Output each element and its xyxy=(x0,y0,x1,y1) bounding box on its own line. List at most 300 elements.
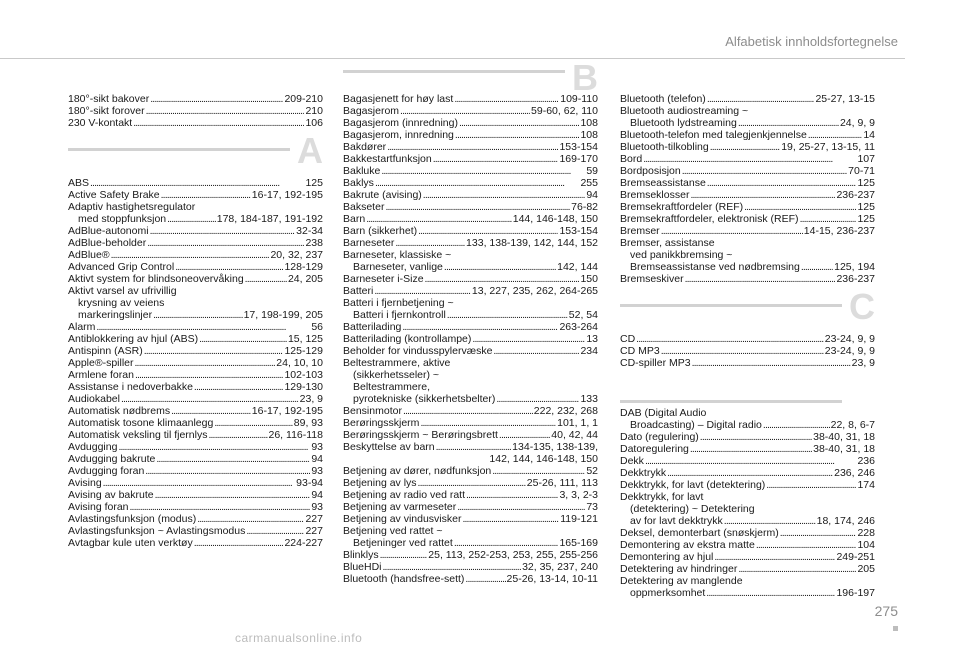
index-column-2 xyxy=(343,93,598,585)
index-entry-pages: 150 xyxy=(580,273,598,285)
index-entry-term: Bensinmotor xyxy=(343,405,402,417)
index-entry xyxy=(343,561,598,573)
index-entry-term: CD-spiller MP3 xyxy=(620,357,691,369)
index-entry xyxy=(343,309,598,321)
index-entry-pages: 133, 138-139, 142, 144, 152 xyxy=(466,237,598,249)
index-entry-pages: 133 xyxy=(580,393,598,405)
dot-leader xyxy=(197,513,304,525)
index-entry xyxy=(68,381,323,393)
index-entry-term: Apple®-spiller xyxy=(68,357,134,369)
dot-leader xyxy=(387,141,558,153)
dot-leader xyxy=(374,285,471,297)
index-entry-term: Barn xyxy=(343,213,366,225)
index-entry-text: Bremser, assistanse xyxy=(620,237,715,249)
index-entry-pages: 94 xyxy=(586,189,598,201)
index-column-3 xyxy=(620,93,875,599)
dot-leader xyxy=(402,321,558,333)
index-entry-term: Betjening av radio ved ratt xyxy=(343,489,465,501)
dot-leader xyxy=(171,405,251,417)
dot-leader xyxy=(466,489,558,501)
index-entry xyxy=(343,393,598,405)
index-entry xyxy=(343,513,598,525)
index-entry-pages: 14-15, 236-237 xyxy=(803,225,875,237)
index-entry xyxy=(620,189,875,201)
index-entry xyxy=(343,441,598,453)
index-entry-term: Automatisk tosone klimaanlegg xyxy=(68,417,214,429)
index-entry-term: Audiokabel xyxy=(68,393,120,405)
index-entry xyxy=(620,455,875,467)
index-entry-term: Aktivt system for blindsoneovervåking xyxy=(68,273,244,285)
index-entry xyxy=(343,417,598,429)
index-entry xyxy=(68,369,323,381)
index-entry-pages: 18, 174, 246 xyxy=(816,515,875,527)
section-letter-d xyxy=(620,382,875,429)
section-letter-c xyxy=(620,286,875,333)
index-group-c xyxy=(620,333,875,369)
index-entry-heading xyxy=(68,297,323,309)
dot-leader xyxy=(96,321,310,333)
index-entry-pages: 125, 194 xyxy=(834,261,875,273)
dot-leader xyxy=(385,201,570,213)
dot-leader xyxy=(808,129,863,141)
index-entry-term: Bakkestartfunksjon xyxy=(343,153,432,165)
index-entry xyxy=(343,117,598,129)
index-entry-pages: 23-24, 9, 9 xyxy=(824,345,875,357)
index-entry xyxy=(343,177,598,189)
dot-leader xyxy=(246,525,304,537)
dot-leader xyxy=(800,213,857,225)
index-entry-term: Betjening av lys xyxy=(343,477,417,489)
index-entry-term: AdBlue-beholder xyxy=(68,237,147,249)
index-entry-text: Dekktrykk, for lavt xyxy=(620,491,704,503)
index-entry-heading xyxy=(620,575,875,587)
index-entry xyxy=(343,261,598,273)
dot-leader xyxy=(801,261,833,273)
index-entry-pages: 25-27, 13-15 xyxy=(815,93,875,105)
index-entry-text: Betjening ved rattet ~ xyxy=(343,525,443,537)
dot-leader xyxy=(447,309,568,321)
index-entry xyxy=(620,467,875,479)
index-entry-pages: 24, 10, 10 xyxy=(276,357,323,369)
index-entry-term: Betjening av vindusvisker xyxy=(343,513,462,525)
index-entry-term: Batterilading xyxy=(343,321,402,333)
index-entry-pages: 89, 93 xyxy=(293,417,323,429)
index-entry xyxy=(68,357,323,369)
index-entry-term: Batteri xyxy=(343,285,374,297)
index-entry-text: Detektering av manglende xyxy=(620,575,743,587)
index-entry xyxy=(620,357,875,369)
index-entry xyxy=(620,527,875,539)
index-entry xyxy=(620,273,875,285)
page-header-title: Alfabetisk innholdsfortegnelse xyxy=(725,34,898,49)
index-entry-term: Bagasjerom, innredning xyxy=(343,129,454,141)
dot-leader xyxy=(433,153,559,165)
dot-leader xyxy=(667,467,833,479)
index-entry xyxy=(343,225,598,237)
index-entry-term: Bremseklosser xyxy=(620,189,690,201)
index-entry-text: Barneseter, klassiske ~ xyxy=(343,249,452,261)
index-entry-text: DAB (Digital Audio xyxy=(620,407,707,419)
index-entry-pages: 106 xyxy=(305,117,323,129)
dot-leader xyxy=(161,189,251,201)
index-entry xyxy=(620,141,875,153)
index-group-d xyxy=(620,407,875,599)
index-entry-term: Datoregulering xyxy=(620,443,689,455)
index-entry-pages: 93 xyxy=(311,441,323,453)
index-entry-pages: 125 xyxy=(857,213,875,225)
index-entry-pages: 19, 25-27, 13-15, 11 xyxy=(781,141,875,153)
dot-leader xyxy=(455,129,580,141)
index-entry-pages: 125 xyxy=(857,201,875,213)
dot-leader xyxy=(135,369,284,381)
index-entry-pages: 109-110 xyxy=(560,93,598,105)
index-entry-text: Beltestrammere, xyxy=(353,381,431,393)
index-entry-term: Bord xyxy=(620,153,643,165)
dot-leader xyxy=(707,177,857,189)
index-entry-heading xyxy=(343,297,598,309)
dot-leader xyxy=(459,117,579,129)
index-entry xyxy=(343,501,598,513)
index-entry-heading xyxy=(343,381,598,393)
index-entry xyxy=(68,537,323,549)
index-entry-term: Broadcasting) – Digital radio xyxy=(630,419,762,431)
dot-leader xyxy=(493,345,579,357)
index-entry-pages: 52, 54 xyxy=(568,309,598,321)
index-entry xyxy=(68,261,323,273)
index-entry-term: Batteri i fjernkontroll xyxy=(353,309,446,321)
index-entry xyxy=(343,537,598,549)
index-entry-text: Beltestrammere, aktive xyxy=(343,357,451,369)
dot-leader xyxy=(496,393,579,405)
index-entry xyxy=(620,153,875,165)
dot-leader xyxy=(661,225,803,237)
index-entry-term: Avdugging foran xyxy=(68,465,145,477)
dot-leader xyxy=(375,177,580,189)
index-entry-term: Advanced Grip Control xyxy=(68,261,175,273)
index-entry-term: Dekk xyxy=(620,455,644,467)
index-entry xyxy=(343,153,598,165)
index-entry-continuation xyxy=(343,453,598,465)
index-entry-term: Berøringsskjerm ~ Berøringsbrett xyxy=(343,429,498,441)
index-entry-pages: 23-24, 9, 9 xyxy=(824,333,875,345)
index-entry-pages: 70-71 xyxy=(848,165,875,177)
index-entry-pages: 236 xyxy=(857,455,875,467)
index-entry-pages: 108 xyxy=(580,129,598,141)
index-entry-pages: 24, 9, 9 xyxy=(839,117,875,129)
index-entry-pages: 255 xyxy=(580,177,598,189)
dot-leader xyxy=(208,429,267,441)
index-entry xyxy=(343,333,598,345)
section-bar xyxy=(620,304,842,307)
index-entry-pages: 16-17, 192-195 xyxy=(251,405,323,417)
dot-leader xyxy=(707,93,815,105)
index-entry-term: Barneseter xyxy=(343,237,395,249)
index-entry-pages: 52 xyxy=(586,465,598,477)
index-entry-pages: 174 xyxy=(857,479,875,491)
index-entry xyxy=(620,177,875,189)
index-entry-term: Bremsekraftfordeler (REF) xyxy=(620,201,744,213)
dot-leader xyxy=(710,141,780,153)
index-entry-pages: 153-154 xyxy=(559,225,598,237)
index-entry-term: AdBlue-autonomi xyxy=(68,225,149,237)
dot-leader xyxy=(661,345,824,357)
index-entry-term: Barneseter, vanlige xyxy=(353,261,443,273)
index-entry-term: Beholder for vindusspylervæske xyxy=(343,345,493,357)
index-entry xyxy=(343,141,598,153)
index-entry xyxy=(343,237,598,249)
dot-leader xyxy=(738,563,856,575)
dot-leader xyxy=(153,309,242,321)
index-entry-term: Bluetooth-tilkobling xyxy=(620,141,709,153)
dot-leader xyxy=(643,153,856,165)
index-group-b xyxy=(343,93,598,585)
dot-leader xyxy=(130,501,311,513)
index-entry xyxy=(343,549,598,561)
index-entry xyxy=(68,501,323,513)
index-entry-term: pyrotekniske (sikkerhetsbelter) xyxy=(353,393,496,405)
index-entry-pages: 56 xyxy=(311,321,323,333)
index-entry-pages: 228 xyxy=(857,527,875,539)
index-entry-pages: 119-121 xyxy=(560,513,598,525)
index-entry-term: Demontering av hjul xyxy=(620,551,714,563)
dot-leader xyxy=(706,587,835,599)
dot-leader xyxy=(366,213,512,225)
index-entry-term: Antispinn (ASR) xyxy=(68,345,143,357)
index-entry xyxy=(343,285,598,297)
index-entry-term: Bakrute (avising) xyxy=(343,189,422,201)
index-entry-term: Betjening av varmeseter xyxy=(343,501,457,513)
index-entry xyxy=(343,93,598,105)
dot-leader xyxy=(133,117,304,129)
index-entry-term: Bakluke xyxy=(343,165,381,177)
dot-leader xyxy=(492,465,585,477)
index-entry-term: Betjening av dører, nødfunksjon xyxy=(343,465,492,477)
index-entry xyxy=(68,93,323,105)
index-entry-term: Alarm xyxy=(68,321,96,333)
index-entry xyxy=(68,177,323,189)
dot-leader xyxy=(145,465,310,477)
dot-leader xyxy=(636,333,824,345)
dot-leader xyxy=(194,381,284,393)
index-entry-heading xyxy=(620,237,875,249)
index-entry xyxy=(620,201,875,213)
index-entry-pages: 76-82 xyxy=(571,201,598,213)
index-entry xyxy=(620,213,875,225)
dot-leader xyxy=(690,189,835,201)
index-entry-pages: 17, 198-199, 205 xyxy=(243,309,323,321)
section-letter: B xyxy=(572,57,598,98)
index-entry-term: 230 V-kontakt xyxy=(68,117,133,129)
index-entry-heading xyxy=(343,249,598,261)
dot-leader xyxy=(121,393,299,405)
index-entry xyxy=(343,213,598,225)
index-entry-text: (detektering) ~ Detektering xyxy=(630,503,755,515)
index-entry xyxy=(68,237,323,249)
dot-leader xyxy=(700,431,812,443)
index-entry xyxy=(68,477,323,489)
index-entry-term: CD xyxy=(620,333,636,345)
index-entry-pages: 125 xyxy=(857,177,875,189)
index-entry xyxy=(68,105,323,117)
index-entry xyxy=(343,573,598,585)
section-letter: D xyxy=(849,382,875,423)
dot-leader xyxy=(175,261,283,273)
dot-leader xyxy=(465,573,505,585)
dot-leader xyxy=(645,455,857,467)
index-entry-pages: 94 xyxy=(311,453,323,465)
index-entry-term: Betjeninger ved rattet xyxy=(353,537,453,549)
index-entry-term: Avdugging xyxy=(68,441,118,453)
dot-leader xyxy=(103,477,295,489)
index-entry-pages: 165-169 xyxy=(559,537,598,549)
index-entry xyxy=(68,465,323,477)
index-group-b-cont xyxy=(620,93,875,285)
dot-leader xyxy=(199,333,287,345)
index-entry-text: Adaptiv hastighetsregulator xyxy=(68,201,196,213)
index-entry-pages: 23, 9 xyxy=(851,357,875,369)
index-entry-term: Avlastingsfunksjon (modus) xyxy=(68,513,197,525)
index-entry-term: Avising av bakrute xyxy=(68,489,154,501)
index-entry-pages: 3, 3, 2-3 xyxy=(559,489,598,501)
index-entry-term: av for lavt dekktrykk xyxy=(630,515,723,527)
index-entry xyxy=(343,345,598,357)
index-entry-term: Barn (sikkerhet) xyxy=(343,225,418,237)
index-entry-pages: 14 xyxy=(863,129,875,141)
index-entry-term: Bordposisjon xyxy=(620,165,681,177)
dot-leader xyxy=(472,333,585,345)
dot-leader xyxy=(135,357,276,369)
index-entry-pages: 59-60, 62, 110 xyxy=(531,105,598,117)
index-entry xyxy=(343,429,598,441)
index-entry-pages: 128-129 xyxy=(284,261,323,273)
index-entry xyxy=(620,165,875,177)
index-entry-pages: 93-94 xyxy=(296,477,323,489)
dot-leader xyxy=(685,273,836,285)
index-entry-term: med stoppfunksjon xyxy=(78,213,167,225)
index-entry-term: CD MP3 xyxy=(620,345,660,357)
index-entry-term: Dato (regulering) xyxy=(620,431,699,443)
index-entry-term: oppmerksomhet xyxy=(630,587,706,599)
dot-leader xyxy=(690,443,812,455)
index-entry-pages: 249-251 xyxy=(836,551,875,563)
index-entry xyxy=(620,225,875,237)
dot-leader xyxy=(167,213,216,225)
index-entry-heading xyxy=(343,525,598,537)
index-entry-pages: 222, 232, 268 xyxy=(533,405,598,417)
index-entry-pages: 26, 116-118 xyxy=(268,429,323,441)
dot-leader xyxy=(418,477,526,489)
index-entry xyxy=(343,189,598,201)
index-entry-pages: 38-40, 31, 18 xyxy=(813,443,875,455)
index-entry xyxy=(343,405,598,417)
section-letter: C xyxy=(849,286,875,327)
index-entry-pages: 224-227 xyxy=(284,537,323,549)
index-entry-term: Bremseassistanse ved nødbremsing xyxy=(630,261,800,273)
index-entry-pages: 263-264 xyxy=(559,321,598,333)
index-entry xyxy=(68,441,323,453)
index-entry xyxy=(68,189,323,201)
index-entry-heading xyxy=(343,369,598,381)
index-entry-text: Batteri i fjernbetjening ~ xyxy=(343,297,454,309)
index-entry-pages: 153-154 xyxy=(559,141,598,153)
index-entry-pages: 169-170 xyxy=(559,153,598,165)
index-entry-term: 180°-sikt bakover xyxy=(68,93,150,105)
dot-leader xyxy=(766,479,856,491)
index-entry-text: ved panikkbremsing ~ xyxy=(630,249,733,261)
dot-leader xyxy=(144,345,284,357)
index-entry-pages: 107 xyxy=(857,153,875,165)
index-entry-pages: 93 xyxy=(311,501,323,513)
index-entry-pages: 236-237 xyxy=(836,273,875,285)
section-letter: A xyxy=(297,130,323,171)
index-entry-term: Bluetooth-telefon med talegjenkjennelse xyxy=(620,129,807,141)
index-entry xyxy=(343,273,598,285)
dot-leader xyxy=(436,441,512,453)
index-entry-pages: 93 xyxy=(311,465,323,477)
watermark: carmanualsonline.info xyxy=(235,631,363,645)
index-entry-term: Bluetooth (handsfree-sett) xyxy=(343,573,465,585)
index-entry-pages: 227 xyxy=(305,525,323,537)
index-entry xyxy=(343,129,598,141)
index-entry-pages: 236, 246 xyxy=(834,467,875,479)
section-letter-a xyxy=(68,130,323,177)
index-entry-term: Bremser xyxy=(620,225,660,237)
index-entry xyxy=(68,525,323,537)
index-entry-term: Dekktrykk xyxy=(620,467,667,479)
index-entry xyxy=(343,465,598,477)
index-entry xyxy=(68,117,323,129)
index-entry-term: AdBlue® xyxy=(68,249,110,261)
index-entry xyxy=(620,479,875,491)
index-entry xyxy=(68,213,323,225)
section-bar xyxy=(343,70,565,73)
dot-leader xyxy=(395,237,465,249)
index-entry xyxy=(68,345,323,357)
index-entry-heading xyxy=(620,105,875,117)
index-entry-heading xyxy=(343,357,598,369)
dot-leader xyxy=(90,177,304,189)
dot-leader xyxy=(147,237,304,249)
index-entry-pages: 59 xyxy=(586,165,598,177)
index-entry-pages: 20, 32, 237 xyxy=(270,249,323,261)
index-entry-pages: 196-197 xyxy=(836,587,875,599)
index-entry-pages: 236-237 xyxy=(836,189,875,201)
index-entry-term: Deksel, demonterbart (snøskjerm) xyxy=(620,527,779,539)
section-letter-b xyxy=(343,58,598,96)
index-entry-pages: 22, 8, 6-7 xyxy=(830,419,875,431)
dot-leader xyxy=(780,527,857,539)
index-entry xyxy=(620,539,875,551)
index-entry xyxy=(620,443,875,455)
dot-leader xyxy=(692,357,851,369)
index-entry xyxy=(68,405,323,417)
index-entry-pages: 94 xyxy=(311,489,323,501)
index-entry-term: Bluetooth (telefon) xyxy=(620,93,706,105)
index-entry xyxy=(68,249,323,261)
section-bar xyxy=(68,148,290,151)
index-entry-term: Berøringsskjerm xyxy=(343,417,420,429)
index-entry xyxy=(68,321,323,333)
index-entry-term: Dekktrykk, for lavt (detektering) xyxy=(620,479,766,491)
index-entry-pages: 209-210 xyxy=(284,93,323,105)
index-entry-pages: 104 xyxy=(857,539,875,551)
index-entry-term: ABS xyxy=(68,177,90,189)
index-entry-term: Bakdører xyxy=(343,141,387,153)
index-entry xyxy=(620,587,875,599)
index-entry xyxy=(343,165,598,177)
dot-leader xyxy=(457,501,585,513)
index-entry-term: Bagasjerom xyxy=(343,105,400,117)
